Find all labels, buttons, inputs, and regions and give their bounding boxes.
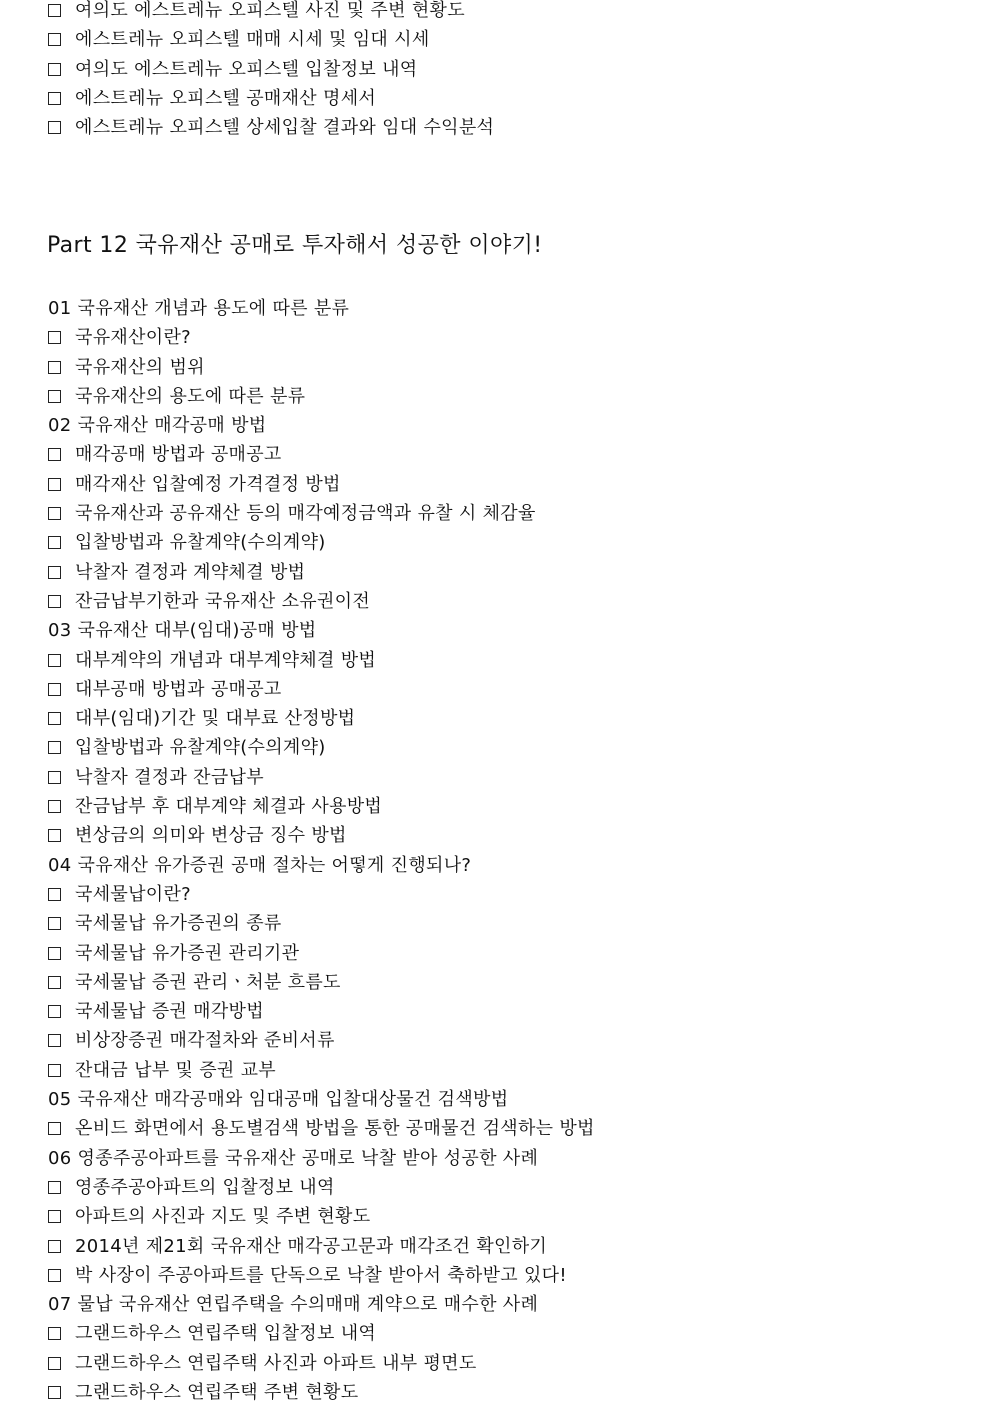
list-item xyxy=(48,113,948,142)
list-item-text: 잔대금 납부 및 증권 교부 xyxy=(75,1059,276,1081)
checkbox-bullet-icon xyxy=(48,390,61,403)
list-item-text: 그랜드하우스 연립주택 사진과 아파트 내부 평면도 xyxy=(75,1352,477,1374)
list-item xyxy=(48,323,968,352)
list-item-text: 대부계약의 개념과 대부계약체결 방법 xyxy=(75,649,377,671)
checkbox-bullet-icon xyxy=(48,1181,61,1194)
list-item-text: 낙찰자 결정과 계약체결 방법 xyxy=(75,561,306,583)
list-item-text: 매각공매 방법과 공매공고 xyxy=(75,444,282,466)
list-item-text: 그랜드하우스 연립주택 주변 현황도 xyxy=(75,1381,359,1403)
checkbox-bullet-icon xyxy=(48,654,61,667)
list-item xyxy=(48,1056,968,1085)
checkbox-bullet-icon xyxy=(48,1005,61,1018)
checkbox-bullet-icon xyxy=(48,1034,61,1047)
list-item-text: 여의도 에스트레뉴 오피스텔 입찰정보 내역 xyxy=(75,58,418,80)
checkbox-bullet-icon xyxy=(48,771,61,784)
list-item xyxy=(48,25,948,54)
list-item xyxy=(48,1232,968,1261)
list-item xyxy=(48,909,968,938)
list-item-text: 그랜드하우스 연립주택 입찰정보 내역 xyxy=(75,1323,377,1345)
list-item-text: 온비드 화면에서 용도별검색 방법을 통한 공매물건 검색하는 방법 xyxy=(75,1118,595,1140)
checkbox-bullet-icon xyxy=(48,888,61,901)
list-item xyxy=(48,880,968,909)
list-item xyxy=(48,704,968,733)
list-item xyxy=(48,1261,968,1290)
list-item-text: 입찰방법과 유찰계약(수의계약) xyxy=(75,737,326,759)
list-item-text: 에스트레뉴 오피스텔 매매 시세 및 임대 시세 xyxy=(75,29,430,51)
list-item xyxy=(48,587,968,616)
list-item xyxy=(48,84,948,113)
list-item-text: 국유재산이란? xyxy=(75,327,191,349)
list-item xyxy=(48,939,968,968)
list-item xyxy=(48,528,968,557)
checkbox-bullet-icon xyxy=(48,331,61,344)
section-heading: 01 국유재산 개념과 용도에 따른 분류 xyxy=(48,298,350,319)
list-item-text: 여의도 에스트레뉴 오피스텔 사진 및 주변 현황도 xyxy=(75,0,465,21)
list-item xyxy=(48,763,968,792)
checkbox-bullet-icon xyxy=(48,4,61,17)
list-item xyxy=(48,382,968,411)
list-item-text: 국유재산의 범위 xyxy=(75,356,205,378)
checkbox-bullet-icon xyxy=(48,712,61,725)
top-item-list xyxy=(48,0,948,142)
checkbox-bullet-icon xyxy=(48,683,61,696)
section-heading: 05 국유재산 매각공매와 임대공매 입찰대상물건 검색방법 xyxy=(48,1089,509,1111)
list-item-text: 국유재산의 용도에 따른 분류 xyxy=(75,385,306,407)
list-item-text: 국세물납 증권 관리ㆍ처분 흐름도 xyxy=(75,971,341,993)
checkbox-bullet-icon xyxy=(48,536,61,549)
list-item-text: 잔금납부기한과 국유재산 소유권이전 xyxy=(75,590,371,612)
list-item xyxy=(48,1026,968,1055)
list-item-text: 매각재산 입찰예정 가격결정 방법 xyxy=(75,473,341,495)
checkbox-bullet-icon xyxy=(48,507,61,520)
section-heading: 03 국유재산 대부(임대)공매 방법 xyxy=(48,620,317,642)
checkbox-bullet-icon xyxy=(48,947,61,960)
checkbox-bullet-icon xyxy=(48,1357,61,1370)
checkbox-bullet-icon xyxy=(48,92,61,105)
checkbox-bullet-icon xyxy=(48,800,61,813)
list-item xyxy=(48,997,968,1026)
section-heading: 04 국유재산 유가증권 공매 절차는 어떻게 진행되나? xyxy=(48,854,472,876)
list-item-text: 에스트레뉴 오피스텔 공매재산 명세서 xyxy=(75,87,377,109)
list-item-text: 국세물납이란? xyxy=(75,883,191,905)
checkbox-bullet-icon xyxy=(48,566,61,579)
list-item-text: 박 사장이 주공아파트를 단독으로 낙찰 받아서 축하받고 있다! xyxy=(75,1264,567,1286)
checkbox-bullet-icon xyxy=(48,917,61,930)
list-item xyxy=(48,55,948,84)
list-item-text: 입찰방법과 유찰계약(수의계약) xyxy=(75,532,326,554)
checkbox-bullet-icon xyxy=(48,595,61,608)
part-title: Part 12 국유재산 공매로 투자해서 성공한 이야기! xyxy=(47,233,543,258)
list-item-text: 잔금납부 후 대부계약 체결과 사용방법 xyxy=(75,796,383,818)
checkbox-bullet-icon xyxy=(48,1122,61,1135)
list-item-text: 국세물납 유가증권 관리기관 xyxy=(75,942,300,964)
list-item xyxy=(48,1349,968,1378)
list-item-text: 국세물납 증권 매각방법 xyxy=(75,1001,264,1023)
section-heading: 02 국유재산 매각공매 방법 xyxy=(48,415,267,437)
list-item xyxy=(48,968,968,997)
list-item xyxy=(48,1114,968,1143)
list-item xyxy=(48,558,968,587)
checkbox-bullet-icon xyxy=(48,448,61,461)
list-item-text: 낙찰자 결정과 잔금납부 xyxy=(75,766,264,788)
list-item xyxy=(48,1173,968,1202)
checkbox-bullet-icon xyxy=(48,829,61,842)
checkbox-bullet-icon xyxy=(48,361,61,374)
list-item-text: 국세물납 유가증권의 종류 xyxy=(75,913,282,935)
list-item xyxy=(48,646,968,675)
list-item-text: 대부(임대)기간 및 대부료 산정방법 xyxy=(75,708,356,730)
checkbox-bullet-icon xyxy=(48,1210,61,1223)
checkbox-bullet-icon xyxy=(48,1386,61,1399)
checkbox-bullet-icon xyxy=(48,121,61,134)
checkbox-bullet-icon xyxy=(48,478,61,491)
list-item xyxy=(48,440,968,469)
list-item-text: 2014년 제21회 국유재산 매각공고문과 매각조건 확인하기 xyxy=(75,1235,548,1257)
checkbox-bullet-icon xyxy=(48,33,61,46)
checkbox-bullet-icon xyxy=(48,741,61,754)
checkbox-bullet-icon xyxy=(48,63,61,76)
checkbox-bullet-icon xyxy=(48,1240,61,1253)
section-heading: 06 영종주공아파트를 국유재산 공매로 낙찰 받아 성공한 사례 xyxy=(48,1147,539,1169)
list-item-text: 국유재산과 공유재산 등의 매각예정금액과 유찰 시 체감율 xyxy=(75,503,536,525)
list-item xyxy=(48,675,968,704)
list-item-text: 비상장증권 매각절차와 준비서류 xyxy=(75,1030,335,1052)
list-item xyxy=(48,353,968,382)
checkbox-bullet-icon xyxy=(48,1269,61,1282)
section-heading: 07 물납 국유재산 연립주택을 수의매매 계약으로 매수한 사례 xyxy=(48,1294,539,1316)
list-item-text: 변상금의 의미와 변상금 징수 방법 xyxy=(75,825,347,847)
table-of-contents xyxy=(48,294,968,1407)
checkbox-bullet-icon xyxy=(48,976,61,989)
list-item xyxy=(48,470,968,499)
list-item xyxy=(48,821,968,850)
list-item xyxy=(48,1202,968,1231)
list-item-text: 대부공매 방법과 공매공고 xyxy=(75,678,282,700)
list-item xyxy=(48,499,968,528)
list-item xyxy=(48,792,968,821)
checkbox-bullet-icon xyxy=(48,1064,61,1077)
list-item xyxy=(48,1319,968,1348)
list-item xyxy=(48,0,948,25)
list-item-text: 아파트의 사진과 지도 및 주변 현황도 xyxy=(75,1206,371,1228)
checkbox-bullet-icon xyxy=(48,1327,61,1340)
list-item-text: 에스트레뉴 오피스텔 상세입찰 결과와 임대 수익분석 xyxy=(75,117,495,139)
list-item xyxy=(48,733,968,762)
list-item-text: 영종주공아파트의 입찰정보 내역 xyxy=(75,1176,335,1198)
